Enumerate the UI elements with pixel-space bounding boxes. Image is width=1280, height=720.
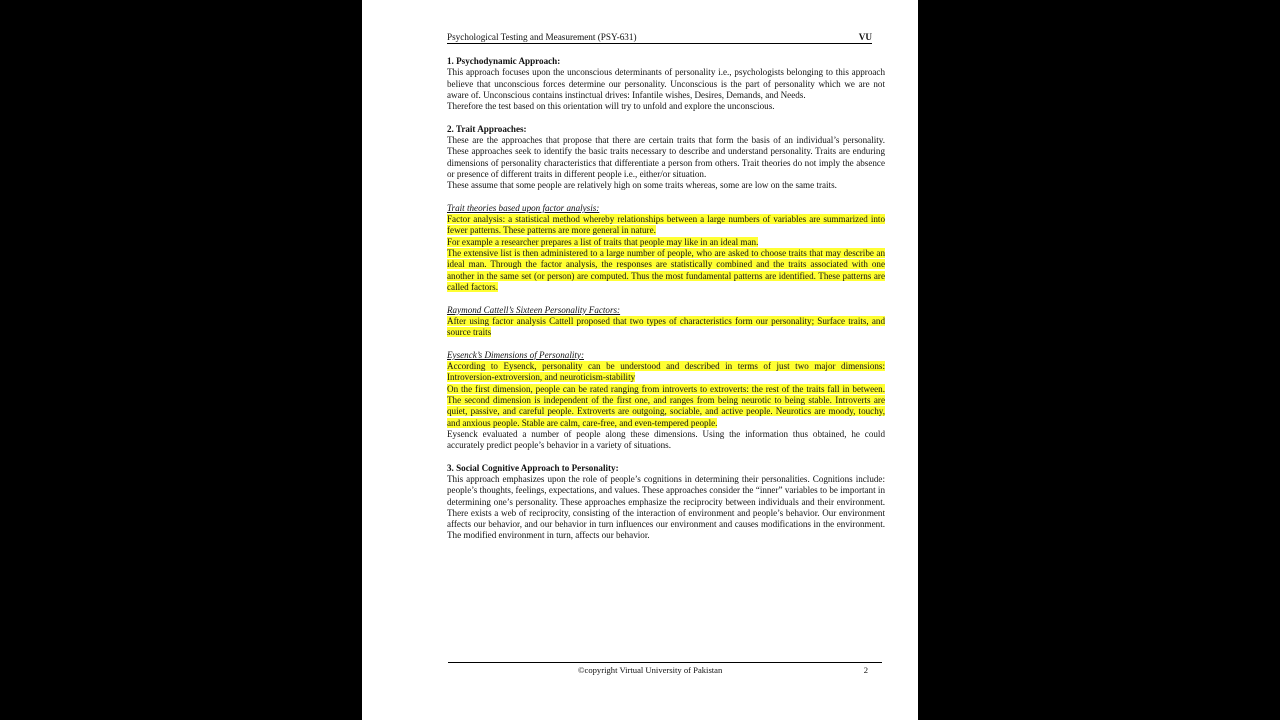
- copyright-text: ©copyright Virtual University of Pakistan: [578, 665, 723, 675]
- subheading-cattell: Raymond Cattell’s Sixteen Personality Factors:: [447, 304, 621, 315]
- paragraph: This approach focuses upon the unconscious determinants of personality i.e., psychologists belonging to this approach believe that unconscious forces determine our personality. Unconscious is the part of personality which we are not aware of. Unconscious contains instinctual drives: Infantile wishes, Desires, Demands, and Needs.: [447, 67, 885, 100]
- page-number: 2: [863, 665, 868, 675]
- highlighted-paragraph: On the first dimension, people can be rated ranging from introverts to extroverts: the rest of the traits fall in between. The second dimension is independent of the first one, and ranges from being neurotic to being stable. Introverts are quiet, passive, and careful people. Extroverts are outgoing, sociable, and active people. Neurotics are moody, touchy, and anxious people. Stable are calm, care-free, and even-tempered people.: [447, 383, 885, 428]
- highlighted-paragraph: Factor analysis: a statistical method whereby relationships between a large numbers of variables are summarized into fewer patterns. These patterns are more general in nature.: [447, 214, 885, 236]
- paragraph: These assume that some people are relatively high on some traits whereas, some are low on the same traits.: [447, 180, 837, 191]
- paragraph: Therefore the test based on this orientation will try to unfold and explore the unconscious.: [447, 101, 775, 112]
- paragraph: This approach emphasizes upon the role of people’s cognitions in determining their personalities. Cognitions include: people’s thoughts, feelings, expectations, and values. These approaches consider the “inner” variables to be important in determining one’s personality. These approaches emphasize the reciprocity between individuals and their environment. There exists a web of reciprocity, consisting of the interaction of environment and people’s behavior. Our environment affects our behavior, and our behavior in turn influences our environment and causes modifications in the environment. The modified environment in turn, affects our behavior.: [447, 473, 885, 541]
- section-heading-psychodynamic: 1. Psychodynamic Approach:: [447, 56, 561, 66]
- section-heading-social-cognitive: 3. Social Cognitive Approach to Personality:: [447, 462, 619, 473]
- subheading-factor-analysis: Trait theories based upon factor analysis:: [447, 202, 600, 213]
- highlighted-paragraph: According to Eysenck, personality can be understood and described in terms of just two major dimensions: Introversion-extroversion, and neuroticism-stability: [447, 361, 885, 383]
- institution-abbrev: VU: [858, 32, 872, 42]
- highlighted-paragraph: After using factor analysis Cattell proposed that two types of characteristics form our personality; Surface traits, and source traits: [447, 315, 885, 338]
- highlighted-paragraph: For example a researcher prepares a list of traits that people may like in an ideal man.: [447, 236, 759, 247]
- section-heading-trait: 2. Trait Approaches:: [447, 123, 527, 134]
- subheading-eysenck: Eysenck’s Dimensions of Personality:: [447, 349, 584, 360]
- paragraph: These are the approaches that propose that there are certain traits that form the basis of an individual’s personality. These approaches seek to identify the basic traits necessary to describe and understand personality. Traits are enduring dimensions of personality characteristics that differentiate a person from others. Trait theories do not imply the absence or presence of different traits in different people i.e., either/or situation.: [447, 135, 885, 179]
- page-content: [447, 56, 885, 542]
- page-header: [447, 32, 872, 44]
- document-page: [362, 0, 918, 720]
- highlighted-paragraph: The extensive list is then administered to a large number of people, who are asked to choose traits that may describe an ideal man. Through the factor analysis, the responses are statistically combined and the traits associated with one another in the same set (or person) are computed. Thus the most fundamental patterns are identified. These patterns are called factors.: [447, 248, 885, 292]
- page-footer: [448, 662, 882, 675]
- paragraph: Eysenck evaluated a number of people along these dimensions. Using the information thus obtained, he could accurately predict people’s behavior in a variety of situations.: [447, 428, 885, 451]
- course-title: Psychological Testing and Measurement (PSY-631): [447, 32, 637, 42]
